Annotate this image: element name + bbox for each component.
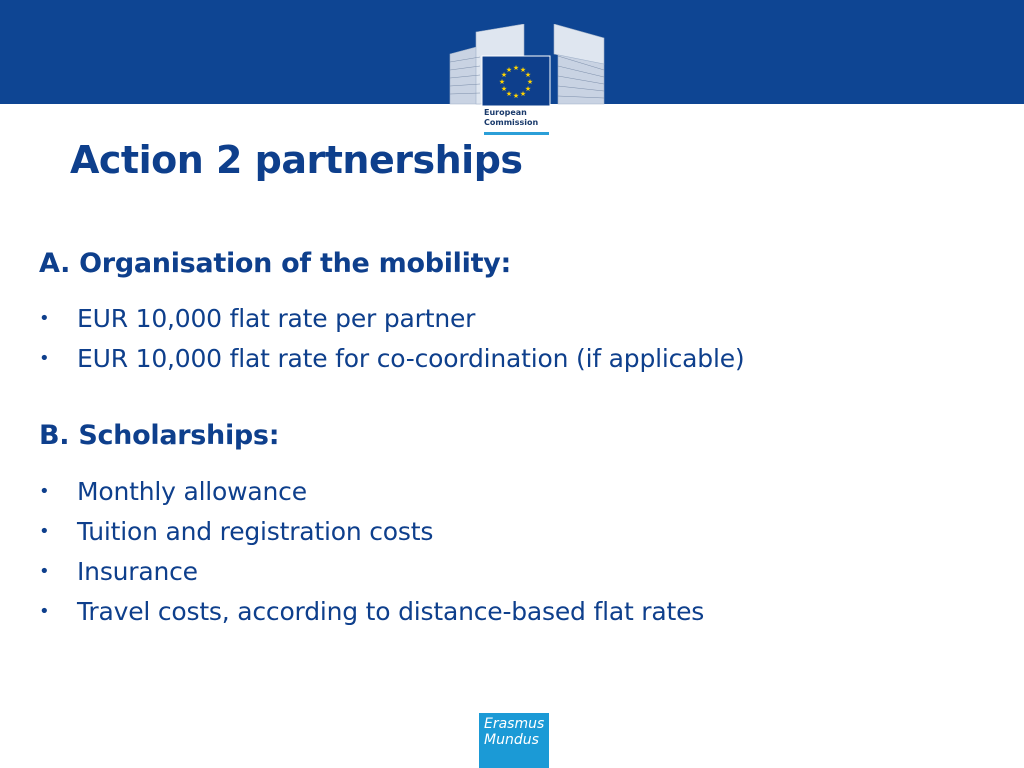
- list-item-text: EUR 10,000 flat rate for co-coordination (if applicable): [77, 344, 745, 373]
- svg-text:★: ★: [498, 78, 506, 86]
- svg-text:★: ★: [512, 92, 520, 100]
- section-a-heading: A. Organisation of the mobility:: [39, 248, 511, 279]
- list-item-text: Tuition and registration costs: [77, 517, 434, 546]
- bullet-icon: •: [39, 521, 50, 542]
- erasmus-logo-line2: Mundus: [484, 732, 539, 748]
- slide-title: Action 2 partnerships: [70, 138, 523, 182]
- svg-text:★: ★: [519, 66, 527, 74]
- list-item: [39, 552, 704, 592]
- section-b-heading: B. Scholarships:: [39, 420, 280, 451]
- ec-caption-line2: Commission: [484, 118, 539, 127]
- ec-caption-line1: European: [484, 108, 527, 117]
- list-item: [39, 472, 704, 512]
- erasmus-logo-line1: Erasmus: [484, 716, 545, 732]
- berlaymont-building-icon: [446, 24, 606, 106]
- list-item: [39, 512, 704, 552]
- list-item-text: Travel costs, according to distance-based flat rates: [77, 597, 705, 626]
- list-item: [39, 592, 704, 632]
- section-a-list: [39, 299, 744, 379]
- svg-text:★: ★: [500, 85, 508, 93]
- svg-text:★: ★: [505, 66, 513, 74]
- erasmus-mundus-logo: [479, 713, 549, 768]
- svg-text:★: ★: [505, 90, 513, 98]
- list-item: [39, 339, 744, 379]
- list-item-text: Insurance: [77, 557, 198, 586]
- svg-text:★: ★: [500, 71, 508, 79]
- european-commission-caption: [484, 108, 538, 128]
- svg-text:★: ★: [524, 71, 532, 79]
- ec-logo-underline: [484, 132, 549, 135]
- svg-text:★: ★: [512, 64, 520, 72]
- list-item-text: Monthly allowance: [77, 477, 307, 506]
- svg-text:★: ★: [519, 90, 527, 98]
- bullet-icon: •: [39, 481, 50, 502]
- section-b-list: [39, 472, 704, 632]
- bullet-icon: •: [39, 561, 50, 582]
- list-item: [39, 299, 744, 339]
- svg-text:★: ★: [524, 85, 532, 93]
- bullet-icon: •: [39, 601, 50, 622]
- european-commission-logo: [446, 24, 606, 140]
- bullet-icon: •: [39, 308, 50, 329]
- list-item-text: EUR 10,000 flat rate per partner: [77, 304, 476, 333]
- bullet-icon: •: [39, 348, 50, 369]
- svg-text:★: ★: [526, 78, 534, 86]
